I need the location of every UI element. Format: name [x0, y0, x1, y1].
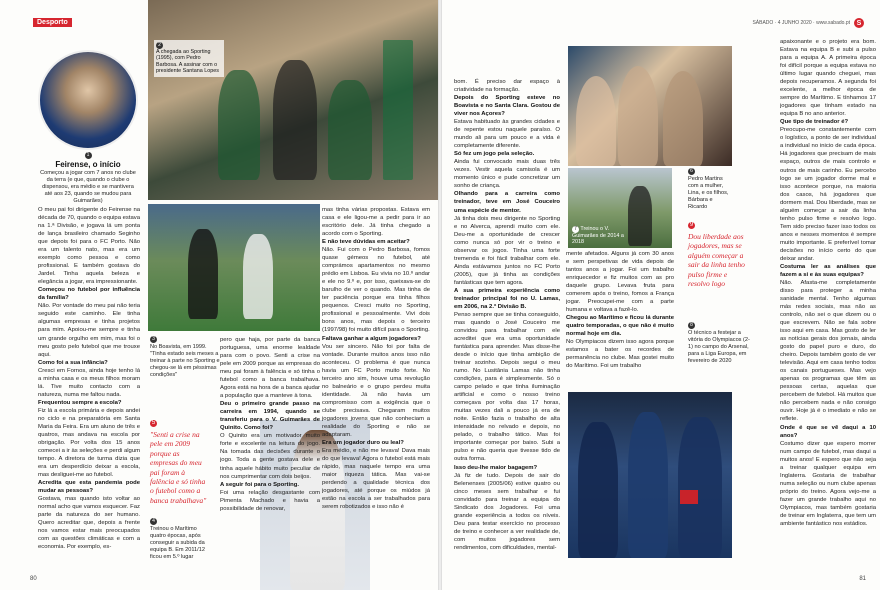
- interview-paragraph: pero que haja, por parte da banca portuguesa, uma enorme lealdade para com o povo. Senti a crise na pele em 2009 porque as empresas do meu pai foram à falência e só tinha o futebol como a banca trabalhava. Agora está na hora de a banca ajudar a população que a manteve à tona.: [220, 337, 320, 400]
- left-column-3: [322, 206, 430, 586]
- right-column-3: [780, 38, 876, 584]
- interview-question: Frequentou sempre a escola?: [38, 399, 122, 406]
- interview-question: Olhando para a carreira como treinador, teve em José Couceiro uma espécie de mentor.: [454, 191, 560, 214]
- left-page-number: 80: [30, 576, 37, 582]
- olympiacos-celebration-photo: [568, 392, 732, 558]
- caption-number: 1: [85, 152, 92, 159]
- interview-paragraph: Já fiz de tudo. Depois de sair do Belenenses (2005/06) estive quatro ou cinco meses sem trabalhar e fui convidado para treinar a equipa do Sindicato dos Jogadores. Foi uma grande experiência a todos os níveis. Deu para testar exercício no processo de treino e conhecer a ver realidade de, com muitos jogadores sem rendimentos, com dificuldades, mental-: [454, 472, 560, 551]
- right-column-2: [566, 250, 674, 390]
- interview-paragraph: Foi uma relação desgastante com Pimenta Machado e havia a possibilidade de renovar,: [220, 489, 320, 512]
- right-page: [442, 0, 880, 590]
- interview-paragraph: Gostava, mas quando isto voltar ao normal acho que vamos esquecer. Faz parte da natureza do ser humano. Quero acreditar que, depois a frente nos vamos estar mais preocupados com as questões climáticas e com a economia. Por exemplo, es-: [38, 496, 140, 551]
- interview-question: E não teve dúvidas em aceitar?: [322, 239, 410, 246]
- portrait-caption-title: Feirense, o início: [55, 160, 121, 169]
- interview-question: Era um jogador duro ou leal?: [322, 439, 404, 446]
- interview-question: Começou no futebol por influência da família?: [38, 287, 140, 302]
- left-column-2: [220, 336, 320, 586]
- interview-question: Costuma ler as análises que fazem a si e às suas equipas?: [780, 263, 876, 278]
- interview-paragraph: Fiz lá a escola primária e depois andei no ciclo e na preparatória em Santa Maria da Feira. Era um aluno de três e quatros, mas andava na escola por obrigação. Por volta dos 15 anos comecei a ir às seleções e perdi algum tempo. A diretora de turma dizia que era um desperdício deixar a escola, mas desliguei-me ao futebol.: [38, 407, 140, 479]
- guimaraes-field-photo: [568, 168, 672, 248]
- family-photo: [568, 46, 732, 166]
- interview-paragraph: Costumo dizer que espero morrer num campo de futebol, mas daqui a muitos anos! E espero que não seja a treinar qualquer equipa em Inglaterra. Gostaria de trabalhar numa seleção ou num clube apenas próprio do treino. Agora vejo-me a fazer um grande trabalho aqui no Olympiacos, mas também gostaria de treinar em Inglaterra, que tem um ambiente fantástico nos estádios.: [780, 440, 876, 527]
- boavista-match-photo: [148, 204, 320, 331]
- interview-paragraph: Não. Fui com o Pedro Barbosa, fomos quase gémeos no futebol, até comprámos apartamentos no mesmo prédio em Lisboa. Eu vivia no 10.º andar e ele no 9.º e, por isso, queixava-se do barulho de ver o quando. Mas tinha de ter paciência porque era tinha filhos pequenos. Cresci muito no Sporting, profissional e pessoalmente. Vivi dois bons anos, mas depois o terceiro (1997/98) foi muito difícil para o Sporting.: [322, 247, 430, 334]
- family-photo-caption: 6 Pedro Martins com a mulher, Lina, e os filhos, Bárbara e Ricardo: [688, 168, 729, 210]
- interview-paragraph: bom. É preciso dar espaço à criatividade na formação.: [454, 79, 560, 94]
- right-column-1: [454, 78, 560, 584]
- photo-mid-caption: 3 No Boavista, em 1999. "Tinha estado seis meses a treinar à parte no Sporting e chegou-se lá em péssimas condições": [150, 336, 220, 378]
- portrait-caption: [38, 152, 138, 205]
- page-runner: SÁBADO · 4 JUNHO 2020 · www.sabado.pt S: [752, 18, 864, 28]
- interview-paragraph: No Olympiacos dizem isso agora porque estamos a bater os recordes de permanência no clube. Mas gostei muito do Marítimo. Foi um trabalho: [566, 339, 674, 370]
- interview-question: Onde é que se vê daqui a 10 anos?: [780, 424, 876, 439]
- interview-paragraph: Cresci em Fornos, ainda hoje tenho lá a minha casa e os meus filhos moram lá. Tive muito contacto com a natureza, numa me faltou nada.: [38, 367, 140, 398]
- interview-question: Isso deu-lhe maior bagagem?: [454, 464, 538, 471]
- right-page-number: 81: [859, 576, 866, 582]
- interview-question: Acredita que esta pandemia pode mudar as pessoas?: [38, 480, 140, 495]
- interview-paragraph: Já tinha dois meu dirigente no Sporting e no Alverca, aprendi muito com ele. Deu-me a oportunidade de crescer como nunca só por vir o treino e observar os jogos. Tinha uma forte tremenda e foi fácil trabalhar com ele. Ainda estávamos juntos no FC Porto (2005), que já tinha as condições fantásticas que tem agora.: [454, 215, 560, 286]
- childhood-portrait-photo: [38, 50, 138, 150]
- interview-paragraph: Não. Afasta-me completamente disso para proteger a minha sanidade mental. Tenho algumas más redes sociais, mas não as controlo, não sei o que dizem ou o que escrevem. Não se fala sobre isso aqui em casa. Mas gosto de ler as notícias gerais dos jornais, ainda gosto do papel puro e duro, do cheiro. Depois também gosto de ver televisão. Aqui em casa tenho todos os canais portugueses. Mas vejo apenas os programas que têm as pessoas certas, aquelas que percebem de futebol. Há muitos que não percebem nada e não consigo ouvir. Hoje já é o imediato e não se reflete.: [780, 279, 876, 423]
- interview-question: A sua primeira experiência como treinador principal foi no U. Lamas, em 2006, na 2.ª Divisão B.: [454, 287, 560, 310]
- magazine-logo-icon: S: [854, 18, 864, 28]
- left-page: [0, 0, 438, 590]
- photo-bottom-caption: 4 Treinou o Marítimo quatro épocas, após conseguir a subida da equipa B. Em 2011/12 ficou em 5.º lugar: [150, 518, 205, 560]
- interview-question: Que tipo de treinador é?: [780, 119, 849, 126]
- interview-paragraph: Penso sempre que se tinha conseguido, mas quando o José Couceiro me convidou para trabalhar com ele acreditei que era uma oportunidade fantástica para aprender. Mas disse-lhe desde o início que tinha ambição de treinar sozinho. Depois segui o meu rumo. No Lusitânia Lamas não tinha condições, para é simplesmente. Só o campo pelado e que tinha iluminação artificial e como o nosso treino começava por volta das 17 horas, muitas vezes dali a pouco já era de noite. Então fazia o trabalho de alta intensidade no relvado e depois, no pelado, o trabalho tático. Mas foi importante começar por baixo. Subi a pulso e não queria que tivesse tido de outra forma.: [454, 311, 560, 463]
- interview-paragraph: mas tinha várias propostas. Estava em casa e ele ligou-me a pedir para ir ao escritório dele. Já tinha chegado a acordo com o Sporting.: [322, 207, 430, 238]
- interview-paragraph: apaixonante e o projeto era bom. Estava na equipa B e subi a pulso para a equipa A. A primeira época foi difícil porque a equipa estava no último lugar quando cheguei, mas depois recuperamos. A segunda foi excelente, a melhor época de sempre do Marítimo. E tínhamos 17 jogadores que tinham estado na equipa B no ano anterior.: [780, 39, 876, 118]
- portrait-caption-text: Começou a jogar com 7 anos no clube da terra (e que, quando o clube o dispensou, era médio e se mantivera até aos 23, quando se mudou para Guimarães): [40, 170, 136, 204]
- interview-paragraph: Estava habituado às grandes cidades e de repente estou naquele paraíso. O mundo ali para um pouco e a vida é completamente diferente.: [454, 119, 560, 150]
- interview-paragraph: Não. Por vontade do meu pai não teria seguido este caminho. Ele tinha algumas empresas e tinha projetos para mim. Apoiou-me sempre e tinha um grande orgulho em mim, mas foi o meu gosto pelo futebol que me trouxe aqui.: [38, 303, 140, 358]
- section-tag: Desporto: [33, 18, 72, 27]
- interview-question: A seguir foi para o Sporting.: [220, 481, 299, 488]
- left-column-1: [38, 206, 140, 578]
- interview-question: Depois do Sporting esteve no Boavista e no Santa Clara. Gostou de viver nos Açores?: [454, 95, 560, 118]
- interview-question: Deu o primeiro grande passo na carreira em 1994, quando se transferiu para o V. Guimarães de Quinito. Como foi?: [220, 401, 320, 432]
- interview-question: Só fez um jogo pela seleção.: [454, 151, 535, 158]
- interview-paragraph: O Quinito era um motivador muito forte e excelente na leitura do jogo. Na tomada das decisões durante o jogo. Toda a gente gostava dele e tinha aquele hábito muito peculiar de nos cumprimentar com dois beijos.: [220, 433, 320, 480]
- interview-paragraph: mente afetados. Alguns já com 30 anos e sem perspetivas de vida depois de tantos anos a jogar. Foi um trabalho enriquecedor e fiz muitos com as pro daquele grupo. Levava fruta para comerem após o treino, fomos a França jogar. Preocupei-me com a parte humana e voltava a fazê-lo.: [566, 251, 674, 314]
- interview-question: Chegou ao Marítimo e ficou lá durante quatro temporadas, o que não é muito normal hoje em dia.: [566, 315, 674, 338]
- photo-top-caption: 2 A chegada ao Sporting (1995), com Pedro Barbosa. A assinar com o presidente Santana Lopes: [154, 40, 224, 77]
- interview-paragraph: Preocupo-me constantemente com o logístico, a ponto de ser individual a individual no inicio de cada época. Há jogadores que precisam de mais espaço, outros de mais controlo e outros de mais carinho. Eu percebo logo se um jogador dorme mal e isso acontece porque, na maioria dos casos, há jogadores que dormem mal. Dou liberdade, mas se alguém começar a sair da linha tenho pulso firme e resolvo logo. Tem sido preciso fazer isso todos os anos e nesses momentos é sempre muito importante. E preferível tomar decisões no início certo do que deixar andar.: [780, 127, 876, 262]
- interview-paragraph: O meu pai foi dirigente do Feirense na década de 70, quando o equipa estava na 1.ª Divisão, e jogava lá um ponta de lança brasileiro chamado Seginho que depois foi para o FC Porto. Não era um talento nato, mas era um exemplo como pessoa e como profissional. E também gostava do Jardel. Tinha aquela beleza e elegância a jogar, era impressionante.: [38, 207, 140, 286]
- interview-paragraph: Vou ser sincero. Não foi por falta de vontade. Durante muitos anos isso não aconteceu. O problema é que nunca havia um FC Porto muito forte. No terceiro ano sim, houve uma revolução no balneário e o grupo perdeu muita identidade. Já não havia um compromisso com a exigência que o clube precisava. Chegaram muitos jogadores jovens que não conheciam a realidade do Sporting e não se adaptaram.: [322, 343, 430, 438]
- interview-paragraph: Era médio, e não me levava! Dava mais do que levava! Agora o futebol está mais rápido, mas naquele tempo era uma maior riqueza tática. Mas vai-se perdendo a qualidade técnica dos jogadores, até porque os miúdos já estão na escola a ser trabalhados para serem robotizados e isso não é: [322, 447, 430, 511]
- interview-question: Faltava ganhar a algum jogadores?: [322, 335, 421, 342]
- left-pull-quote: 5 "Senti a crise na pele em 2009 porque as empresas do meu pai foram à falência e só tinha o futebol como a banca trabalhava": [150, 420, 207, 505]
- right-pull-quote: 9 Dou liberdade aos jogadores, mas se alguém começar a sair da linha tenho pulso firme e resolvo logo: [688, 222, 745, 288]
- photo-field-caption: 7 Treinou o V. Guimarães de 2014 a 2018: [572, 226, 624, 246]
- interview-question: Como foi a sua infância?: [38, 359, 108, 366]
- olympiacos-photo-caption: 8 O técnico a festejar a vitória do Olympiacos (2-1) no campo do Arsenal, para a Liga Europa, em fevereiro de 2020: [688, 322, 750, 364]
- interview-paragraph: Ainda fui convocado mais duas três vezes. Vestir aquela camisola é um momento único e pude concretizar um sonho de criança.: [454, 159, 560, 190]
- sporting-signing-photo: [148, 0, 438, 200]
